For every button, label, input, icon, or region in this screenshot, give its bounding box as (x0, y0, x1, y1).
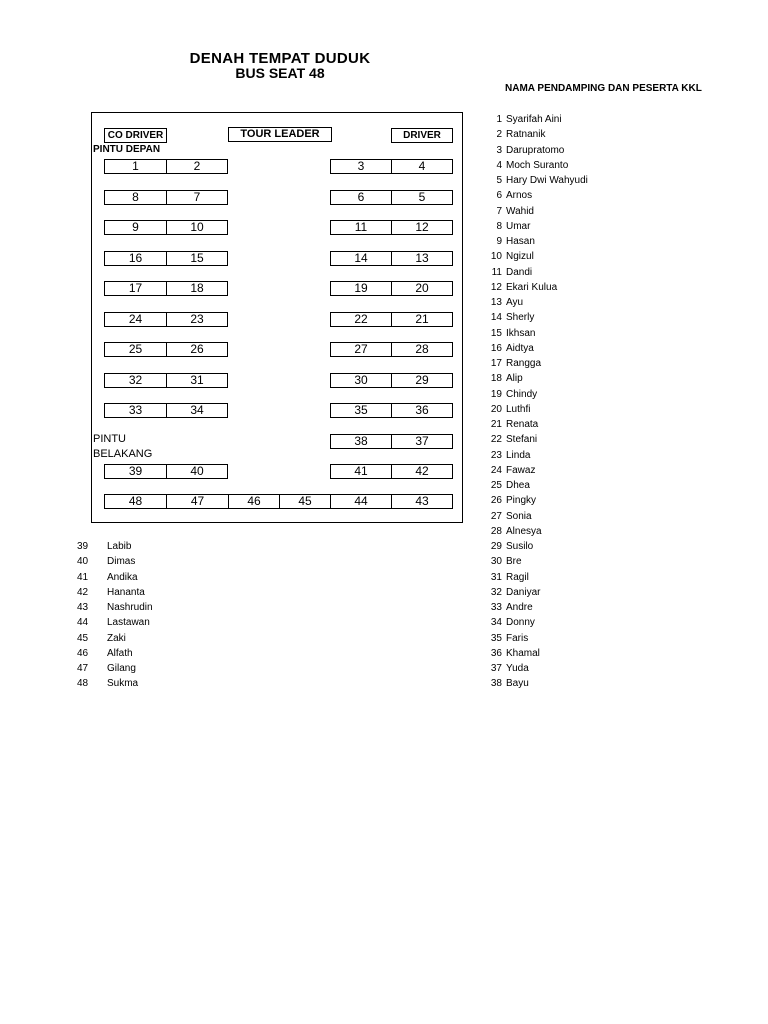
participant-name: Dandi (506, 266, 533, 278)
seat-38: 38 (330, 434, 392, 449)
rear-door-label: PINTU (93, 433, 126, 445)
participant-name: Labib (107, 541, 132, 552)
participant-name: Faris (506, 632, 529, 644)
participant-name: Ikhsan (506, 327, 536, 339)
participant-number: 6 (496, 190, 502, 202)
participant-row (480, 556, 522, 567)
participant-row (480, 358, 541, 369)
seat-19: 19 (330, 281, 392, 296)
participant-number: 25 (490, 480, 502, 491)
participant-row (480, 495, 536, 506)
seat-14: 14 (330, 251, 392, 266)
participant-row (480, 648, 540, 659)
seat-4: 4 (391, 159, 453, 174)
participant-name: Chindy (506, 388, 538, 400)
participant-name: Dhea (506, 480, 530, 491)
participant-name: Stefani (506, 434, 538, 446)
participant-number: 11 (491, 266, 502, 278)
seat-1: 1 (104, 159, 167, 174)
participant-row (480, 373, 523, 384)
participant-name: Zaki (107, 632, 126, 644)
participant-name: Daniyar (506, 586, 541, 598)
seat-42: 42 (391, 464, 453, 479)
participant-row (480, 602, 533, 613)
seat-23: 23 (166, 312, 228, 327)
seat-44: 44 (330, 494, 392, 509)
participant-row (480, 160, 568, 171)
seat-28: 28 (391, 342, 453, 357)
participant-name: Andika (107, 571, 138, 583)
seat-32: 32 (104, 373, 167, 388)
participant-number: 43 (77, 602, 89, 613)
participant-name: Alip (506, 373, 523, 385)
participant-number: 36 (490, 647, 502, 659)
participant-row (480, 328, 535, 339)
seat-41: 41 (330, 464, 392, 479)
tour-leader-box: TOUR LEADER (228, 127, 332, 142)
participant-name: Alnesya (506, 525, 542, 537)
participant-name: Khamal (506, 647, 540, 659)
participant-name: Sherly (506, 312, 535, 324)
participant-number: 20 (490, 403, 502, 415)
participant-number: 32 (490, 586, 502, 598)
participant-number: 21 (490, 419, 502, 430)
participant-row (480, 114, 562, 125)
participant-number: 31 (490, 571, 502, 583)
participant-row (480, 465, 535, 476)
participant-row (480, 572, 529, 583)
participant-name: Aidtya (506, 342, 534, 354)
seat-34: 34 (166, 403, 228, 418)
participant-number: 40 (77, 556, 89, 568)
participant-row (480, 587, 540, 598)
participant-name: Darupratomo (506, 144, 565, 156)
participant-number: 38 (490, 678, 502, 690)
participant-name: Wahid (506, 205, 534, 217)
participant-list-title: NAMA PENDAMPING DAN PESERTA KKL (505, 83, 702, 94)
participant-number: 12 (490, 281, 502, 293)
seat-25: 25 (104, 342, 167, 357)
participant-name: Fawaz (506, 464, 536, 476)
participant-number: 39 (77, 541, 89, 552)
seat-9: 9 (104, 220, 167, 235)
participant-number: 48 (77, 678, 89, 690)
participant-number: 5 (496, 175, 502, 186)
participant-number: 2 (496, 129, 502, 141)
participant-row (480, 404, 530, 415)
participant-name: Moch Suranto (506, 159, 569, 171)
participant-number: 4 (496, 159, 502, 171)
page-title: DENAH TEMPAT DUDUK (189, 50, 371, 67)
participant-name: Dimas (107, 556, 136, 568)
seat-27: 27 (330, 342, 392, 357)
participant-row (480, 297, 523, 308)
seat-40: 40 (166, 464, 228, 479)
participant-row (480, 617, 535, 628)
seat-8: 8 (104, 190, 167, 205)
participant-number: 33 (490, 602, 502, 613)
participant-row (480, 343, 534, 354)
participant-number: 16 (490, 342, 502, 354)
participant-row (480, 511, 532, 522)
seat-6: 6 (330, 190, 392, 205)
seat-37: 37 (391, 434, 453, 449)
seat-22: 22 (330, 312, 392, 327)
bus-seat-plan (91, 112, 463, 523)
seat-45: 45 (279, 494, 331, 509)
participant-name: Andre (506, 602, 533, 613)
seat-12: 12 (391, 220, 453, 235)
seat-48: 48 (104, 494, 167, 509)
participant-row (480, 145, 564, 156)
seat-15: 15 (166, 251, 228, 266)
participant-number: 19 (490, 388, 502, 400)
participant-number: 30 (490, 556, 502, 568)
participant-number: 28 (490, 525, 502, 537)
participant-row (480, 267, 532, 278)
participant-row (480, 419, 538, 430)
participant-name: Ngizul (506, 251, 534, 263)
participant-row (480, 663, 529, 674)
participant-row (480, 633, 528, 644)
participant-name: Ratnanik (506, 129, 546, 141)
participant-number: 1 (496, 114, 502, 125)
participant-name: Bayu (506, 678, 529, 690)
participant-name: Ayu (506, 297, 524, 308)
participant-number: 34 (490, 617, 502, 629)
participant-name: Hary Dwi Wahyudi (506, 175, 588, 186)
seat-35: 35 (330, 403, 392, 418)
seat-30: 30 (330, 373, 392, 388)
participant-row (480, 236, 535, 247)
participant-name: Hananta (107, 586, 145, 598)
participant-name: Umar (506, 220, 531, 232)
seat-46: 46 (228, 494, 280, 509)
participant-name: Syarifah Aini (506, 114, 562, 125)
participant-number: 45 (77, 632, 89, 644)
participant-number: 42 (77, 586, 89, 598)
participant-row (480, 434, 537, 445)
participant-number: 17 (490, 358, 502, 369)
participant-name: Ekari Kulua (506, 281, 558, 293)
participant-name: Donny (506, 617, 535, 629)
participant-number: 46 (77, 647, 89, 659)
seat-7: 7 (166, 190, 228, 205)
seat-36: 36 (391, 403, 453, 418)
participant-row (480, 221, 530, 232)
participant-row (480, 282, 557, 293)
participant-name: Sukma (107, 678, 139, 690)
participant-row (480, 526, 542, 537)
seat-17: 17 (104, 281, 167, 296)
seat-26: 26 (166, 342, 228, 357)
participant-number: 41 (77, 571, 89, 583)
participant-name: Arnos (506, 190, 533, 202)
seat-3: 3 (330, 159, 392, 174)
participant-name: Yuda (506, 663, 529, 674)
participant-name: Nashrudin (107, 602, 153, 613)
participant-number: 23 (490, 449, 502, 461)
participant-row (480, 541, 533, 552)
participant-number: 24 (490, 464, 502, 476)
seat-18: 18 (166, 281, 228, 296)
participant-name: Linda (506, 449, 531, 461)
participant-number: 26 (490, 495, 502, 507)
participant-number: 15 (490, 327, 502, 339)
participant-number: 29 (490, 541, 502, 552)
participant-name: Bre (506, 556, 522, 568)
participant-name: Alfath (107, 647, 133, 659)
participant-number: 18 (490, 373, 502, 385)
seat-5: 5 (391, 190, 453, 205)
page-subtitle: BUS SEAT 48 (235, 65, 325, 81)
seat-29: 29 (391, 373, 453, 388)
participant-name: Rangga (506, 358, 542, 369)
participant-number: 37 (490, 663, 502, 674)
participant-name: Sonia (506, 510, 532, 522)
participant-name: Lastawan (107, 617, 150, 629)
participant-row (480, 389, 537, 400)
participant-number: 10 (490, 251, 502, 263)
participant-number: 9 (496, 236, 502, 247)
seat-21: 21 (391, 312, 453, 327)
front-door-label: PINTU DEPAN (93, 144, 161, 155)
seat-43: 43 (391, 494, 453, 509)
participant-number: 7 (496, 205, 502, 217)
driver-box: DRIVER (391, 128, 453, 143)
participant-row (480, 312, 534, 323)
participant-row (480, 678, 529, 689)
participant-name: Luthfi (506, 403, 531, 415)
participant-number: 14 (490, 312, 502, 324)
participant-name: Renata (506, 419, 539, 430)
participant-row (480, 206, 534, 217)
rear-door-label-2: BELAKANG (93, 448, 153, 460)
participant-name: Susilo (506, 541, 534, 552)
participant-number: 27 (490, 510, 502, 522)
participant-number: 3 (496, 144, 502, 156)
participant-row (480, 129, 545, 140)
seat-13: 13 (391, 251, 453, 266)
seat-33: 33 (104, 403, 167, 418)
participant-number: 8 (496, 220, 502, 232)
participant-row (480, 175, 588, 186)
participant-number: 47 (77, 663, 89, 674)
participant-row (480, 480, 530, 491)
seat-20: 20 (391, 281, 453, 296)
seat-11: 11 (330, 220, 392, 235)
seat-39: 39 (104, 464, 167, 479)
seat-10: 10 (166, 220, 228, 235)
participant-name: Pingky (506, 495, 537, 507)
participant-row (480, 190, 532, 201)
seat-2: 2 (166, 159, 228, 174)
seat-24: 24 (104, 312, 167, 327)
participant-number: 22 (490, 434, 502, 446)
co-driver-box: CO DRIVER (104, 128, 167, 143)
participant-row (480, 251, 534, 262)
participant-number: 35 (490, 632, 502, 644)
seat-16: 16 (104, 251, 167, 266)
participant-row (480, 450, 530, 461)
participant-name: Ragil (506, 571, 529, 583)
participant-number: 44 (77, 617, 89, 629)
seat-31: 31 (166, 373, 228, 388)
participant-number: 13 (490, 297, 502, 308)
participant-name: Gilang (107, 663, 136, 674)
participant-name: Hasan (506, 236, 535, 247)
seat-47: 47 (166, 494, 229, 509)
